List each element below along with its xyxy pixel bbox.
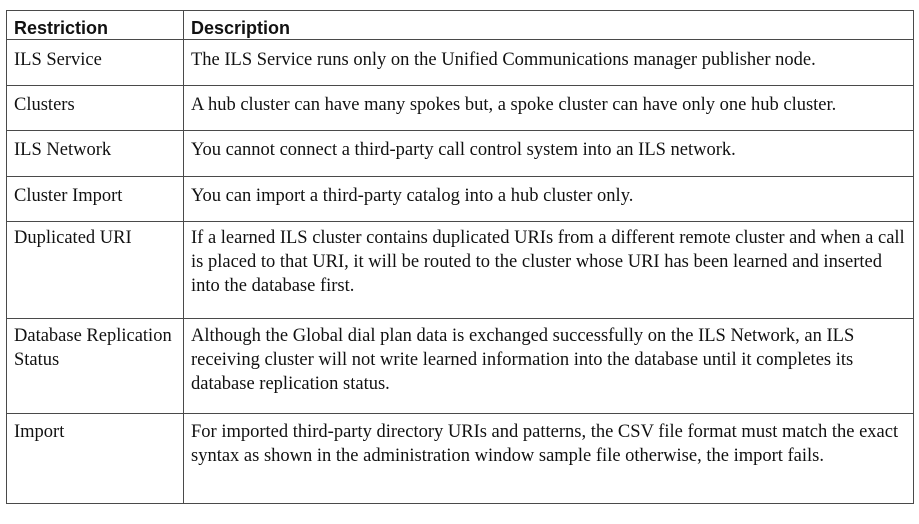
- table-row: [7, 414, 914, 504]
- restriction-cell: Clusters: [7, 86, 184, 131]
- table-row: [7, 177, 914, 222]
- header-restriction: Restriction: [7, 11, 184, 40]
- restriction-cell: Duplicated URI: [7, 222, 184, 319]
- description-cell: A hub cluster can have many spokes but, a spoke cluster can have only one hub cluster.: [184, 86, 914, 131]
- restriction-cell: Import: [7, 414, 184, 504]
- description-cell: The ILS Service runs only on the Unified Communications manager publisher node.: [184, 40, 914, 86]
- header-description: Description: [184, 11, 914, 40]
- restrictions-table: [6, 10, 914, 504]
- description-cell: For imported third-party directory URIs and patterns, the CSV file format must match the exact syntax as shown in the administration window sample file otherwise, the import fails.: [184, 414, 914, 504]
- table-row: [7, 131, 914, 177]
- description-cell: You can import a third-party catalog into a hub cluster only.: [184, 177, 914, 222]
- description-cell: Although the Global dial plan data is exchanged successfully on the ILS Network, an ILS receiving cluster will not write learned information into the database until it completes its database replication status.: [184, 319, 914, 414]
- table-body: [7, 40, 914, 504]
- table-row: [7, 40, 914, 86]
- restriction-cell: ILS Service: [7, 40, 184, 86]
- table-row: [7, 222, 914, 319]
- table-row: [7, 319, 914, 414]
- header-row: [7, 11, 914, 40]
- restriction-cell: Database Replication Status: [7, 319, 184, 414]
- table-row: [7, 86, 914, 131]
- restriction-cell: Cluster Import: [7, 177, 184, 222]
- description-cell: You cannot connect a third-party call control system into an ILS network.: [184, 131, 914, 177]
- table-header: [7, 11, 914, 40]
- restriction-cell: ILS Network: [7, 131, 184, 177]
- description-cell: If a learned ILS cluster contains duplicated URIs from a different remote cluster and when a call is placed to that URI, it will be routed to the cluster whose URI has been learned and inserted into the database first.: [184, 222, 914, 319]
